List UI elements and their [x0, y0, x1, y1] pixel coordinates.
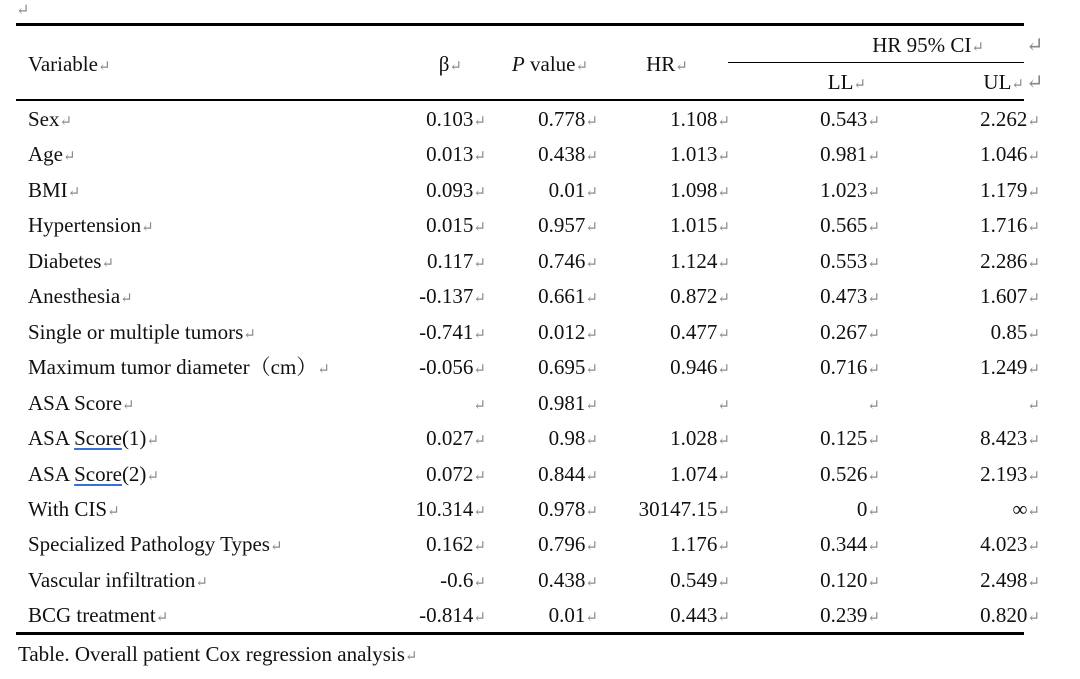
cell-p: 0.746↵ — [538, 249, 598, 273]
cell-variable: Vascular infiltration↵ — [28, 568, 208, 592]
cell-hr: 1.108↵ — [670, 107, 730, 131]
cell-p: 0.957↵ — [538, 213, 598, 237]
cell-beta: 0.072↵ — [426, 462, 486, 486]
table-caption: Table. Overall patient Cox regression analysis↵ — [18, 642, 418, 666]
cell-variable: BMI↵ — [28, 178, 81, 202]
cell-ul: ∞↵ — [1012, 497, 1040, 521]
cell-hr: 1.124↵ — [670, 249, 730, 273]
cell-ul: 8.423↵ — [980, 426, 1040, 450]
cell-ul: 2.286↵ — [980, 249, 1040, 273]
cell-variable: BCG treatment↵ — [28, 603, 169, 627]
cell-ul: 1.716↵ — [980, 213, 1040, 237]
cell-p: 0.981↵ — [538, 391, 598, 415]
cell-variable: Hypertension↵ — [28, 213, 154, 237]
cell-ll: 0.981↵ — [820, 142, 880, 166]
header-p-value: P value↵ — [511, 52, 589, 76]
ci-subheader-rule — [728, 62, 1024, 63]
cell-hr: ↵ — [717, 398, 730, 414]
cell-variable: Age↵ — [28, 142, 76, 166]
cell-p: 0.796↵ — [538, 532, 598, 556]
cell-ul: 2.498↵ — [980, 568, 1040, 592]
cell-ul: 1.046↵ — [980, 142, 1040, 166]
cell-ul: ↵ — [1027, 398, 1040, 414]
paragraph-mark: ↵ — [1026, 70, 1044, 94]
cell-ul: 2.193↵ — [980, 462, 1040, 486]
cell-hr: 1.028↵ — [670, 426, 730, 450]
cell-beta: 0.103↵ — [426, 107, 486, 131]
table-bottom-rule — [16, 632, 1024, 635]
cell-ll: 1.023↵ — [820, 178, 880, 202]
cell-p: 0.98↵ — [548, 426, 598, 450]
cell-beta: 0.117↵ — [426, 249, 486, 273]
cell-ll: 0.543↵ — [820, 107, 880, 131]
cell-beta: -0.056↵ — [419, 355, 486, 379]
cell-beta: 0.162↵ — [426, 532, 486, 556]
cell-variable: ASA Score(1)↵ — [28, 426, 160, 450]
cell-beta: -0.741↵ — [419, 320, 486, 344]
cell-ll: 0.473↵ — [820, 284, 880, 308]
cell-ll: 0.125↵ — [820, 426, 880, 450]
header-ul: UL↵ — [983, 70, 1024, 94]
cell-variable: With CIS↵ — [28, 497, 120, 521]
cell-ul: 0.820↵ — [980, 603, 1040, 627]
cell-ll: 0.267↵ — [820, 320, 880, 344]
cell-hr: 1.176↵ — [670, 532, 730, 556]
cell-p: 0.438↵ — [538, 568, 598, 592]
cell-beta: 0.093↵ — [426, 178, 486, 202]
cell-variable: Single or multiple tumors↵ — [28, 320, 256, 344]
cell-ll: 0.239↵ — [820, 603, 880, 627]
cell-ll: ↵ — [867, 398, 880, 414]
cell-beta: 10.314↵ — [415, 497, 486, 521]
cell-hr: 0.443↵ — [670, 603, 730, 627]
cell-variable: ASA Score↵ — [28, 391, 135, 415]
paragraph-mark: ↵ — [1026, 33, 1044, 57]
cell-ul: 4.023↵ — [980, 532, 1040, 556]
cell-ll: 0.526↵ — [820, 462, 880, 486]
cell-p: 0.978↵ — [538, 497, 598, 521]
cell-beta: ↵ — [473, 398, 486, 414]
header-hr-ci: HR 95% CI↵ — [872, 33, 984, 57]
cell-p: 0.695↵ — [538, 355, 598, 379]
header-hr: HR↵ — [646, 52, 688, 76]
cell-p: 0.01↵ — [548, 603, 598, 627]
cell-beta: 0.027↵ — [426, 426, 486, 450]
header-ll: LL↵ — [827, 70, 866, 94]
cell-ul: 1.607↵ — [980, 284, 1040, 308]
paragraph-mark: ↵ — [16, 2, 30, 19]
cell-p: 0.012↵ — [538, 320, 598, 344]
cell-variable: Sex↵ — [28, 107, 73, 131]
cell-beta: -0.137↵ — [419, 284, 486, 308]
cell-variable: Anesthesia↵ — [28, 284, 133, 308]
cell-ul: 2.262↵ — [980, 107, 1040, 131]
cell-variable: Diabetes↵ — [28, 249, 115, 273]
cell-p: 0.01↵ — [548, 178, 598, 202]
cell-ll: 0.716↵ — [820, 355, 880, 379]
cell-hr: 30147.15↵ — [638, 497, 730, 521]
header-beta: β↵ — [438, 52, 462, 76]
cell-beta: 0.015↵ — [426, 213, 486, 237]
cell-hr: 1.015↵ — [670, 213, 730, 237]
cell-variable: Maximum tumor diameter（cm）↵ — [28, 355, 330, 379]
cell-variable: Specialized Pathology Types↵ — [28, 532, 283, 556]
cell-beta: -0.6↵ — [440, 568, 486, 592]
cell-ul: 1.179↵ — [980, 178, 1040, 202]
cell-hr: 1.074↵ — [670, 462, 730, 486]
cell-ll: 0.553↵ — [820, 249, 880, 273]
cell-hr: 1.013↵ — [670, 142, 730, 166]
cell-ul: 1.249↵ — [980, 355, 1040, 379]
cell-variable: ASA Score(2)↵ — [28, 462, 160, 486]
cell-beta: 0.013↵ — [426, 142, 486, 166]
cell-beta: -0.814↵ — [419, 603, 486, 627]
cell-p: 0.778↵ — [538, 107, 598, 131]
cell-ll: 0.565↵ — [820, 213, 880, 237]
cell-hr: 0.872↵ — [670, 284, 730, 308]
cell-ll: 0.344↵ — [820, 532, 880, 556]
cell-ll: 0↵ — [856, 497, 880, 521]
cell-hr: 0.946↵ — [670, 355, 730, 379]
cell-hr: 0.549↵ — [670, 568, 730, 592]
cell-p: 0.438↵ — [538, 142, 598, 166]
cell-p: 0.844↵ — [538, 462, 598, 486]
table-top-rule — [16, 23, 1024, 26]
cell-ul: 0.85↵ — [990, 320, 1040, 344]
header-variable: Variable↵ — [28, 52, 111, 76]
cell-ll: 0.120↵ — [820, 568, 880, 592]
cell-hr: 0.477↵ — [670, 320, 730, 344]
header-bottom-rule — [16, 99, 1024, 101]
cell-hr: 1.098↵ — [670, 178, 730, 202]
cell-p: 0.661↵ — [538, 284, 598, 308]
